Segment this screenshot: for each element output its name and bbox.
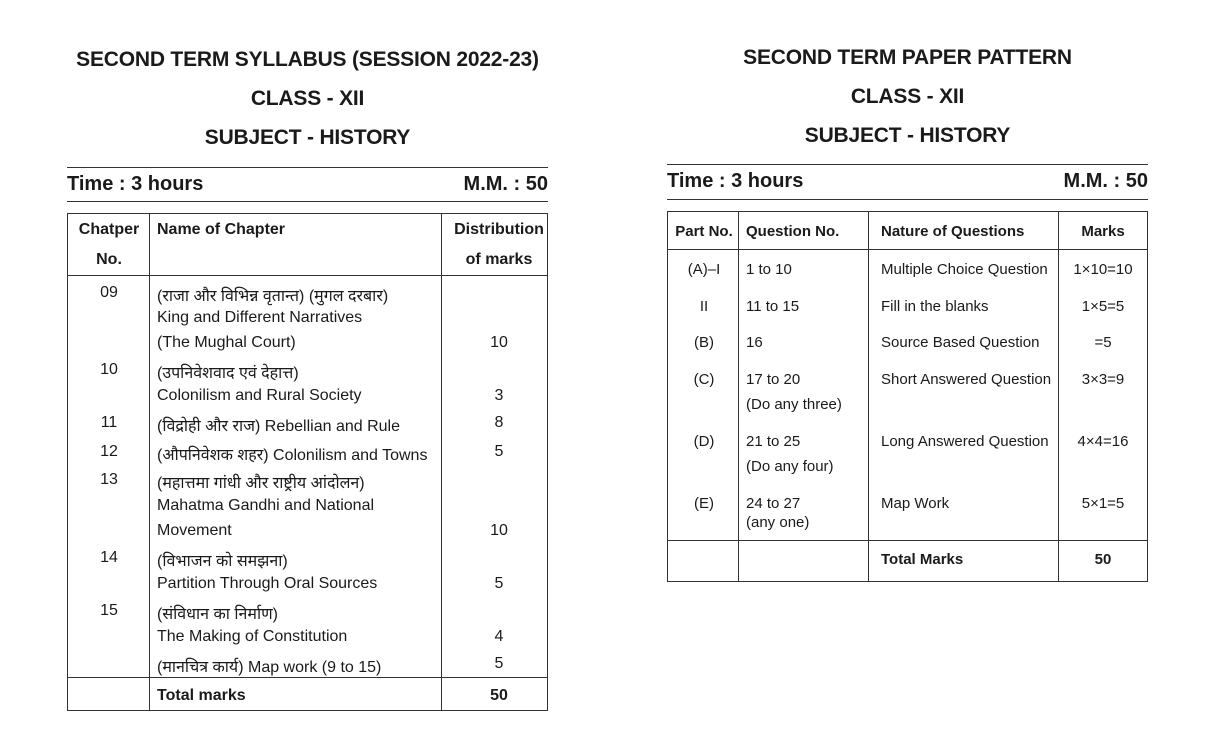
question-no: 11 to 15 [746, 298, 800, 315]
question-no: 1 to 10 [746, 261, 792, 278]
question-marks: =5 [1094, 334, 1112, 351]
chapter-name-line: (उपनिवेशवाद एवं देहात्त) [157, 365, 299, 382]
divider [67, 167, 548, 168]
header-nature: Nature of Questions [881, 223, 1025, 240]
chapter-name-line: King and Different Narratives [157, 309, 363, 326]
part-no: II [699, 298, 709, 315]
chapter-marks: 10 [490, 522, 508, 539]
question-marks: 1×10=10 [1073, 261, 1133, 278]
header-name: Name of Chapter [157, 221, 286, 238]
header-part: Part No. [675, 223, 733, 240]
chapter-name-line: Partition Through Oral Sources [157, 575, 378, 592]
header-of-marks: of marks [465, 251, 533, 268]
question-note: (Do any three) [746, 396, 842, 413]
chapter-no: 14 [100, 549, 118, 566]
chapter-no: 13 [100, 471, 118, 488]
chapter-marks: 5 [494, 443, 504, 460]
divider [667, 199, 1148, 200]
question-nature: Source Based Question [881, 334, 1040, 351]
question-nature: Map Work [881, 495, 950, 512]
chapter-no: 12 [100, 443, 118, 460]
header-chapter-no: No. [96, 251, 122, 268]
question-marks: 5×1=5 [1081, 495, 1125, 512]
total-value: 50 [1094, 551, 1112, 568]
chapter-name-line: Colonilism and Rural Society [157, 387, 362, 404]
time-label: Time : 3 hours [667, 170, 804, 192]
chapter-no: 11 [100, 414, 118, 431]
chapter-marks: 8 [494, 414, 504, 431]
divider [667, 164, 1148, 165]
part-no: (A)–I [687, 261, 721, 278]
question-no: 17 to 20 [746, 371, 801, 388]
part-no: (B) [694, 334, 714, 351]
chapter-no: 09 [100, 284, 118, 301]
time-row [667, 170, 1148, 193]
chapter-name-line: (राजा और विभिन्न वृतान्त) (मुगल दरबार) [157, 288, 389, 305]
question-nature: Long Answered Question [881, 433, 1049, 450]
time-row [67, 173, 548, 196]
syllabus-title: SECOND TERM SYLLABUS (SESSION 2022-23) [76, 48, 539, 71]
pattern-class: CLASS - XII [850, 85, 965, 108]
total-value: 50 [490, 687, 508, 704]
chapter-name-line: Movement [157, 522, 232, 539]
question-note: (any one) [746, 514, 810, 531]
chapter-name-line: (संविधान का निर्माण) [157, 606, 279, 623]
question-marks: 1×5=5 [1081, 298, 1125, 315]
part-no: (E) [694, 495, 714, 512]
chapter-name-line: The Making of Constitution [157, 628, 348, 645]
time-label: Time : 3 hours [67, 173, 204, 195]
part-no: (D) [693, 433, 715, 450]
chapter-no: 15 [100, 602, 118, 619]
question-no: 24 to 27 [746, 495, 801, 512]
total-label: Total marks [157, 687, 246, 704]
chapter-name-line: (The Mughal Court) [157, 334, 296, 351]
chapter-marks: 10 [490, 334, 508, 351]
pattern-title: SECOND TERM PAPER PATTERN [743, 46, 1072, 69]
total-label: Total Marks [881, 551, 964, 568]
header-marks: Marks [1081, 223, 1125, 240]
chapter-marks: 4 [494, 628, 504, 645]
chapter-marks: 3 [494, 387, 504, 404]
paper-pattern-table [667, 211, 1148, 582]
chapter-marks: 5 [494, 575, 504, 592]
chapter-name-line: (मानचित्र कार्य) Map work (9 to 15) [157, 659, 382, 676]
max-marks: M.M. : 50 [463, 173, 548, 195]
chapter-marks: 5 [494, 655, 504, 672]
syllabus-subject: SUBJECT - HISTORY [204, 126, 411, 149]
question-no: 16 [746, 334, 763, 351]
question-nature: Short Answered Question [881, 371, 1052, 388]
divider [67, 201, 548, 202]
max-marks: M.M. : 50 [1063, 170, 1148, 192]
header-chapter: Chatper [78, 221, 140, 238]
chapter-name-line: (महात्तमा गांधी और राष्ट्रीय आंदोलन) [157, 475, 365, 492]
header-distribution: Distribution [454, 221, 544, 238]
question-note: (Do any four) [746, 458, 834, 475]
question-marks: 3×3=9 [1081, 371, 1125, 388]
question-nature: Multiple Choice Question [881, 261, 1048, 278]
chapter-name-line: (विभाजन को समझना) [157, 553, 288, 570]
chapter-name-line: Mahatma Gandhi and National [157, 497, 375, 514]
question-marks: 4×4=16 [1077, 433, 1129, 450]
pattern-subject: SUBJECT - HISTORY [804, 124, 1011, 147]
chapter-no: 10 [100, 361, 118, 378]
syllabus-class: CLASS - XII [250, 87, 365, 110]
question-no: 21 to 25 [746, 433, 801, 450]
header-question: Question No. [746, 223, 840, 240]
question-nature: Fill in the blanks [881, 298, 989, 315]
chapter-name-line: (औपनिवेशक शहर) Colonilism and Towns [157, 447, 428, 464]
chapter-name-line: (विद्रोही और राज) Rebellian and Rule [157, 418, 400, 435]
part-no: (C) [693, 371, 715, 388]
syllabus-table [67, 213, 548, 711]
